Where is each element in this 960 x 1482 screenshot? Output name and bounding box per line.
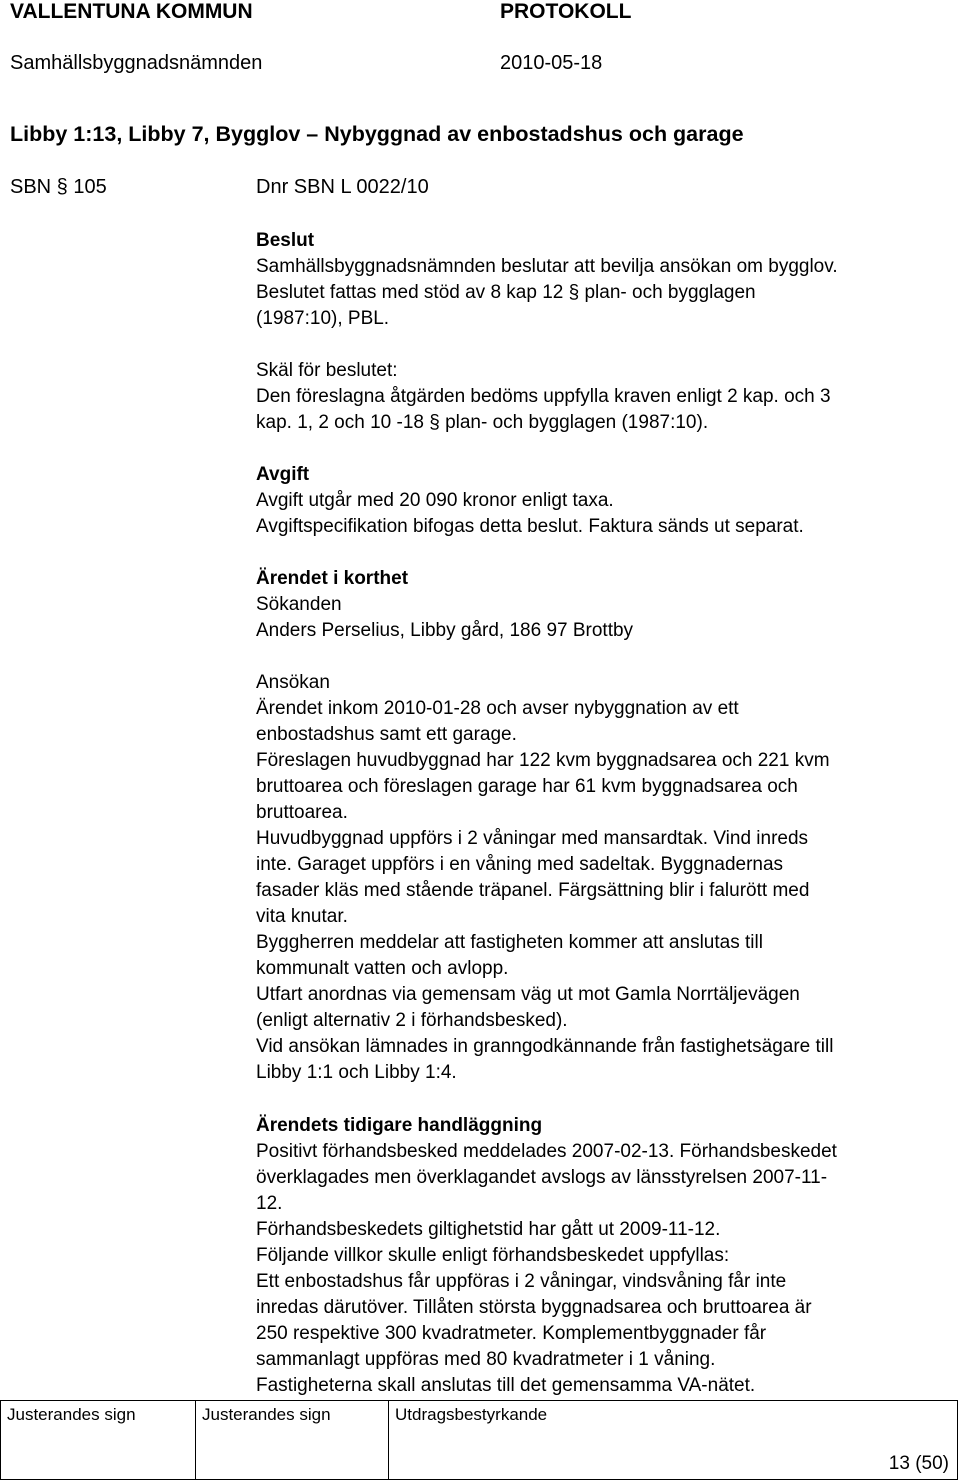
tidigare-line: Positivt förhandsbesked meddelades 2007-02-13. Förhandsbeskedet: [256, 1141, 837, 1162]
page-number: 13 (50): [888, 1453, 949, 1474]
signature-label: Justerandes sign: [7, 1405, 136, 1424]
tidigare-line: 12.: [256, 1193, 283, 1214]
application-line: Byggherren meddelar att fastigheten kommer att anslutas till: [256, 932, 763, 953]
avgift-line: Avgift utgår med 20 090 kronor enligt taxa.: [256, 490, 614, 511]
application-line: enbostadshus samt ett garage.: [256, 724, 517, 745]
signature-cell: [196, 1401, 389, 1480]
applicant-heading: Sökanden: [256, 594, 342, 615]
paragraph-number: SBN § 105: [10, 176, 107, 198]
arendet-section: [256, 566, 956, 1086]
municipality-name: VALLENTUNA KOMMUN: [10, 0, 253, 23]
application-line: Ärendet inkom 2010-01-28 och avser nybyggnation av ett: [256, 698, 739, 719]
beslut-section: [256, 228, 956, 436]
application-line: Utfart anordnas via gemensam väg ut mot Gamla Norrtäljevägen: [256, 984, 800, 1005]
extract-label: Utdragsbestyrkande: [395, 1405, 548, 1424]
application-line: bruttoarea.: [256, 802, 348, 823]
avgift-heading: Avgift: [256, 464, 310, 485]
tidigare-heading: Ärendets tidigare handläggning: [256, 1115, 543, 1136]
application-line: inte. Garaget uppförs i en våning med sadeltak. Byggnadernas: [256, 854, 784, 875]
tidigare-line: överklagades men överklagandet avslogs av länsstyrelsen 2007-11-: [256, 1167, 828, 1188]
application-line: Libby 1:1 och Libby 1:4.: [256, 1062, 457, 1083]
signature-table: [0, 1400, 958, 1480]
application-line: Huvudbyggnad uppförs i 2 våningar med mansardtak. Vind inreds: [256, 828, 809, 849]
tidigare-line: 250 respektive 300 kvadratmeter. Komplementbyggnader får: [256, 1323, 767, 1344]
beslut-line: Beslutet fattas med stöd av 8 kap 12 § plan- och bygglagen: [256, 282, 756, 303]
diary-number: Dnr SBN L 0022/10: [256, 176, 429, 198]
application-line: (enligt alternativ 2 i förhandsbesked).: [256, 1010, 568, 1031]
tidigare-line: Följande villkor skulle enligt förhandsbeskedet uppfyllas:: [256, 1245, 730, 1266]
application-line: vita knutar.: [256, 906, 348, 927]
tidigare-line: inredas därutöver. Tillåten största byggnadsarea och bruttoarea är: [256, 1297, 812, 1318]
avgift-section: [256, 462, 956, 540]
application-heading: Ansökan: [256, 672, 330, 693]
tidigare-line: Ett enbostadshus får uppföras i 2 våningar, vindsvåning får inte: [256, 1271, 787, 1292]
tidigare-line: Förhandsbeskedets giltighetstid har gått ut 2009-11-12.: [256, 1219, 721, 1240]
reason-line: Den föreslagna åtgärden bedöms uppfylla kraven enligt 2 kap. och 3: [256, 386, 831, 407]
case-title: Libby 1:13, Libby 7, Bygglov – Nybyggnad av enbostadshus och garage: [10, 122, 744, 146]
avgift-line: Avgiftspecifikation bifogas detta beslut. Faktura sänds ut separat.: [256, 516, 804, 537]
reason-line: kap. 1, 2 och 10 -18 § plan- och bygglagen (1987:10).: [256, 412, 709, 433]
applicant-details: Anders Perselius, Libby gård, 186 97 Brottby: [256, 620, 634, 641]
signature-label: Justerandes sign: [202, 1405, 331, 1424]
application-line: fasader kläs med stående träpanel. Färgsättning blir i falurött med: [256, 880, 810, 901]
beslut-line: Samhällsbyggnadsnämnden beslutar att bevilja ansökan om bygglov.: [256, 256, 838, 277]
application-line: kommunalt vatten och avlopp.: [256, 958, 509, 979]
document-type: PROTOKOLL: [500, 0, 632, 23]
application-line: Föreslagen huvudbyggnad har 122 kvm byggnadsarea och 221 kvm: [256, 750, 830, 771]
beslut-heading: Beslut: [256, 230, 315, 251]
signature-cell: [1, 1401, 196, 1480]
extract-cell: [389, 1401, 958, 1480]
arendet-heading: Ärendet i korthet: [256, 568, 409, 589]
tidigare-section: [256, 1113, 956, 1399]
meeting-date: 2010-05-18: [500, 52, 603, 74]
tidigare-line: Fastigheterna skall anslutas till det gemensamma VA-nätet.: [256, 1375, 756, 1396]
board-name: Samhällsbyggnadsnämnden: [10, 52, 263, 74]
reason-heading: Skäl för beslutet:: [256, 360, 398, 381]
beslut-line: (1987:10), PBL.: [256, 308, 390, 329]
tidigare-line: sammanlagt uppföras med 80 kvadratmeter i 1 våning.: [256, 1349, 716, 1370]
application-line: bruttoarea och föreslagen garage har 61 kvm byggnadsarea och: [256, 776, 798, 797]
application-line: Vid ansökan lämnades in granngodkännande från fastighetsägare till: [256, 1036, 834, 1057]
